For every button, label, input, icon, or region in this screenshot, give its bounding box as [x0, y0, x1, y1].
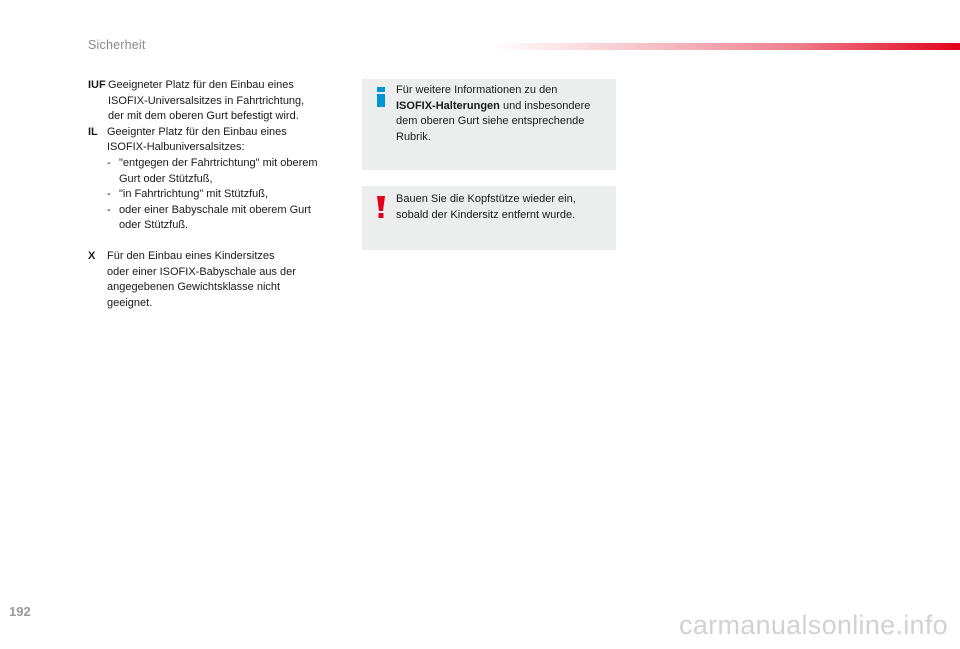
info-line-rest: und insbesondere — [499, 99, 591, 112]
list-dash: - — [107, 156, 111, 169]
warning-line: sobald der Kindersitz entfernt wurde. — [396, 208, 576, 221]
list-item — [107, 156, 350, 187]
definition-body — [108, 78, 350, 125]
list-item-text — [119, 187, 350, 203]
page-number: 192 — [9, 604, 31, 619]
list-dash: - — [107, 203, 111, 216]
definition-line: oder einer ISOFIX-Babyschale aus der — [107, 265, 296, 278]
definition-sub-list — [107, 156, 350, 234]
definition-line: ISOFIX-Halbuniversalsitzes: — [107, 141, 245, 154]
warning-box-text — [396, 192, 612, 223]
section-title: Sicherheit — [88, 38, 146, 52]
definition-line: Geeigneter Platz für den Einbau eines — [108, 79, 294, 91]
list-item-text — [119, 156, 350, 187]
header-accent-bar — [490, 43, 960, 50]
definition-line: geeignet. — [107, 296, 153, 309]
definitions-column — [88, 78, 350, 311]
exclamation-icon — [374, 196, 388, 218]
info-line — [396, 99, 612, 115]
definition-line: Für den Einbau eines Kindersitzes — [107, 249, 275, 262]
warning-line: Bauen Sie die Kopfstütze wieder ein, — [396, 193, 576, 205]
definition-body — [107, 125, 350, 234]
spacer — [88, 234, 350, 249]
definition-x — [88, 249, 350, 311]
list-item-text — [119, 203, 350, 234]
definition-line: der mit dem oberen Gurt befestigt wird. — [108, 110, 299, 123]
definition-term: IUF — [88, 79, 106, 91]
list-item-line: oder Stützfuß. — [119, 219, 189, 232]
list-dash: - — [107, 188, 111, 201]
definition-body — [107, 249, 350, 311]
definition-term: IL — [88, 125, 98, 138]
info-box-text — [396, 83, 612, 145]
info-line: Rubrik. — [396, 130, 431, 143]
list-item — [107, 187, 350, 203]
definition-term: X — [88, 249, 96, 262]
list-item-line: Gurt oder Stützfuß, — [119, 172, 213, 185]
info-box — [362, 79, 616, 170]
info-icon — [376, 87, 386, 107]
list-item-line: "in Fahrtrichtung" mit Stützfuß, — [119, 188, 269, 201]
definition-line: ISOFIX-Universalsitzes in Fahrtrichtung, — [108, 94, 305, 107]
definition-iuf — [88, 78, 350, 125]
warning-box — [362, 186, 616, 250]
info-line: Für weitere Informationen zu den — [396, 84, 558, 96]
list-item-line: "entgegen der Fahrtrichtung" mit oberem — [119, 156, 318, 169]
list-item — [107, 203, 350, 234]
watermark: carmanualsonline.info — [679, 610, 948, 640]
list-item-line: oder einer Babyschale mit oberem Gurt — [119, 203, 311, 216]
info-bold-term: ISOFIX-Halterungen — [396, 99, 500, 112]
definition-il — [88, 125, 350, 234]
definition-line: angegebenen Gewichtsklasse nicht — [107, 281, 281, 294]
definition-line: Geeignter Platz für den Einbau eines — [107, 125, 287, 138]
info-line: dem oberen Gurt siehe entsprechende — [396, 115, 585, 128]
